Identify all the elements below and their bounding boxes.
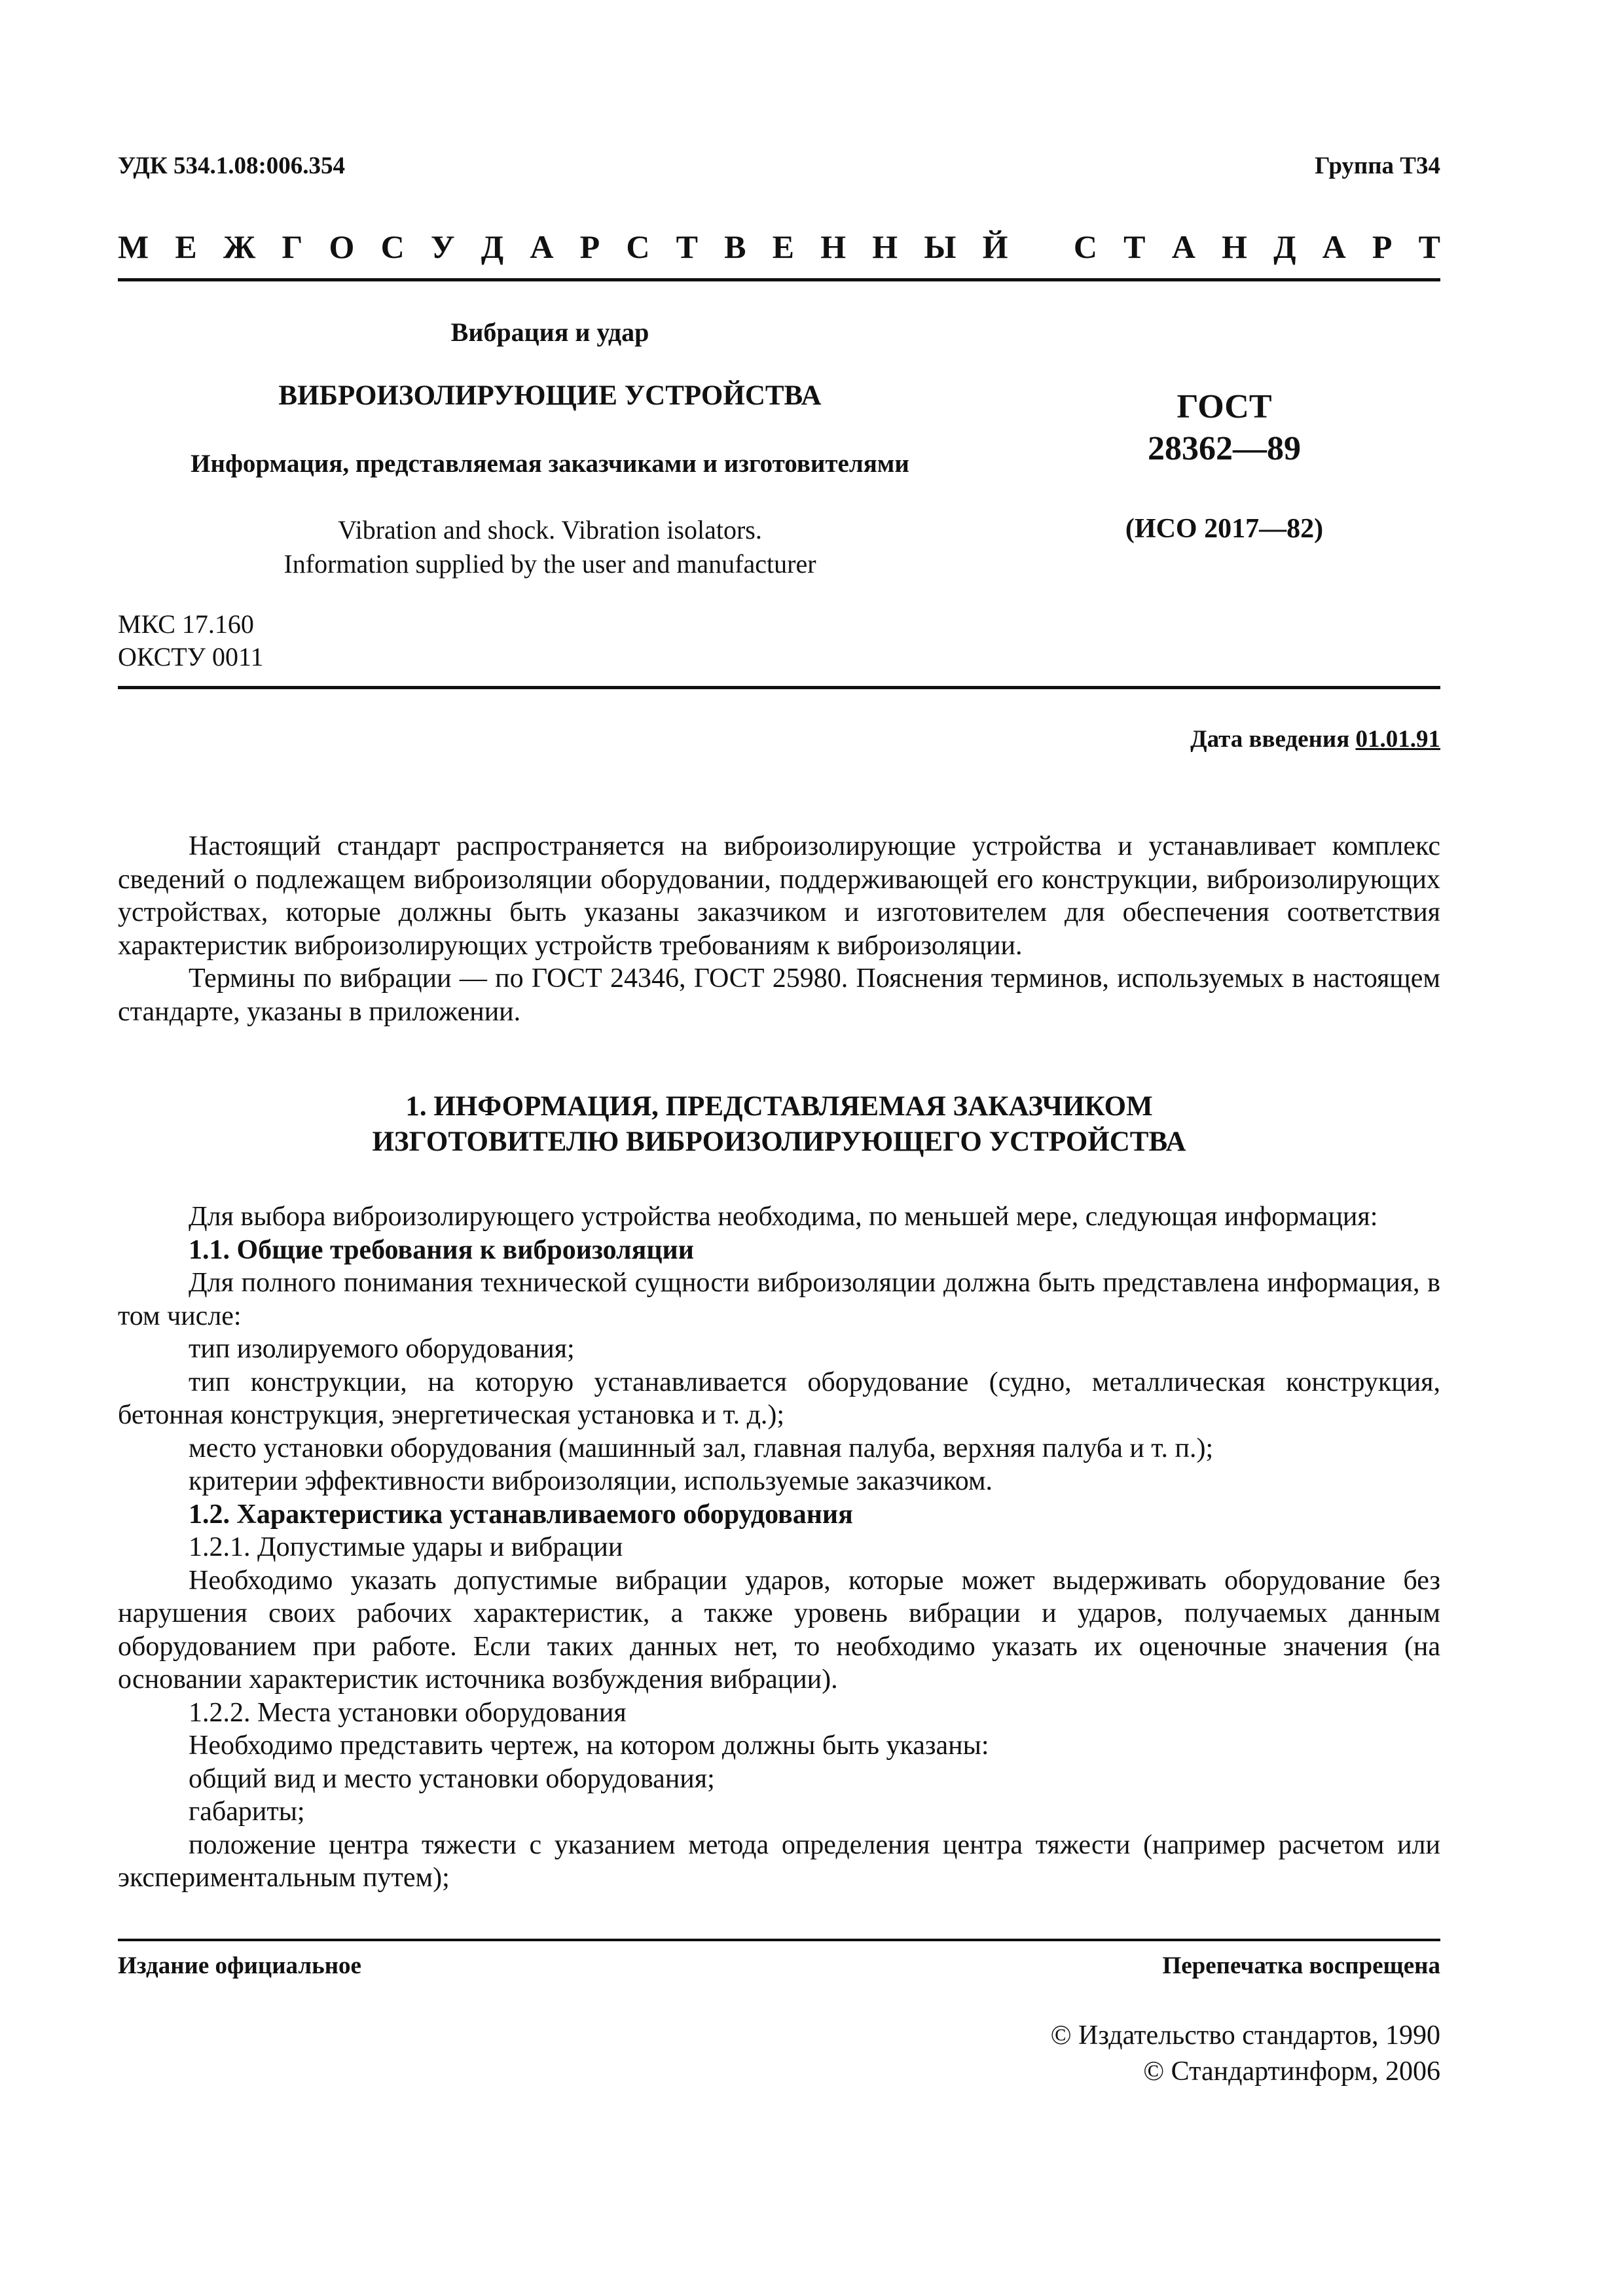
- list-item: тип конструкции, на которую устанавливается оборудование (судно, металлическая конструкция, бетонная конструкция, энергетическая установка и т. д.);: [118, 1367, 1440, 1430]
- standard-type-banner: [118, 228, 1440, 266]
- copyright-1: © Издательство стандартов, 1990: [1050, 2020, 1440, 2051]
- list-item: положение центра тяжести с указанием метода определения центра тяжести (например расчетом или экспериментальным путем);: [118, 1829, 1440, 1893]
- clause-1-2-1-text: Необходимо указать допустимые вибрации ударов, которые может выдерживать оборудование без нарушения своих рабочих характеристик, а также уровень вибрации и ударов, получаемых данным оборудованием при работе. Если таких данных нет, то необходимо указать их оценочные значения (на основании характеристик источника возбуждения вибрации).: [118, 1565, 1440, 1695]
- date-value: 01.01.91: [1355, 726, 1440, 753]
- banner-letter: У: [430, 228, 455, 265]
- banner-letter: Р: [579, 228, 600, 265]
- clause-1-2-heading: 1.2. Характеристика устанавливаемого оборудования: [189, 1499, 853, 1530]
- banner-letter: Й: [982, 228, 1008, 265]
- reprint-note: Перепечатка воспрещена: [1162, 1952, 1440, 1979]
- intro-text: [118, 830, 1440, 1028]
- section-1-heading-line2: ИЗГОТОВИТЕЛЮ ВИБРОИЗОЛИРУЮЩЕГО УСТРОЙСТВА: [372, 1126, 1186, 1157]
- banner-letter: А: [1322, 228, 1346, 265]
- banner-letter: С: [626, 228, 650, 265]
- clause-1-2-2-text: Необходимо представить чертеж, на котором должны быть указаны:: [189, 1731, 989, 1761]
- banner-letter: В: [724, 228, 746, 265]
- header-bottom-rule: [118, 686, 1440, 689]
- section-1-intro: Для выбора виброизолирующего устройства необходима, по меньшей мере, следующая информация:: [189, 1202, 1378, 1232]
- banner-letter: О: [329, 228, 355, 265]
- clause-1-2-1-heading: 1.2.1. Допустимые удары и вибрации: [189, 1532, 623, 1562]
- list-item: габариты;: [189, 1797, 305, 1827]
- gost-number: 28362—89: [1148, 430, 1301, 467]
- banner-letter: Е: [175, 228, 197, 265]
- banner-letter: Т: [676, 228, 698, 265]
- banner-letter: С: [1073, 228, 1097, 265]
- document-page: [118, 0, 1440, 2296]
- clause-1-1-text: Для полного понимания технической сущности виброизоляции должна быть представлена информация, в том числе:: [118, 1268, 1440, 1331]
- list-item: тип изолируемого оборудования;: [189, 1334, 575, 1364]
- introduction-date: [1190, 725, 1440, 753]
- section-1-heading: [118, 1089, 1440, 1160]
- section-1-body: [118, 1200, 1440, 1895]
- group-code: Группа Т34: [1315, 152, 1440, 179]
- document-subtitle: Информация, представляемая заказчиками и изготовителями: [191, 450, 909, 478]
- banner-letter: С: [380, 228, 405, 265]
- okstu-code: ОКСТУ 0011: [118, 642, 264, 672]
- footer-rule: [118, 1939, 1440, 1941]
- edition-note: Издание официальное: [118, 1952, 361, 1979]
- intro-paragraph-2: Термины по вибрации — по ГОСТ 24346, ГОСТ 25980. Пояснения терминов, используемых в настоящем стандарте, указаны в приложении.: [118, 963, 1440, 1027]
- banner-letter: [1034, 228, 1048, 266]
- top-rule: [118, 278, 1440, 281]
- udk-code: УДК 534.1.08:006.354: [118, 152, 346, 179]
- list-item: место установки оборудования (машинный зал, главная палуба, верхняя палуба и т. п.);: [189, 1433, 1214, 1463]
- banner-letter: Н: [820, 228, 847, 265]
- banner-letter: А: [1171, 228, 1195, 265]
- mks-code: МКС 17.160: [118, 609, 254, 639]
- banner-letter: Н: [872, 228, 898, 265]
- section-1-heading-line1: 1. ИНФОРМАЦИЯ, ПРЕДСТАВЛЯЕМАЯ ЗАКАЗЧИКОМ: [405, 1091, 1153, 1122]
- topic: Вибрация и удар: [450, 317, 649, 347]
- date-label: Дата введения: [1190, 726, 1356, 753]
- banner-letter: Т: [1123, 228, 1146, 265]
- banner-letter: Ы: [924, 228, 957, 265]
- clause-1-1-heading: 1.1. Общие требования к виброизоляции: [189, 1234, 694, 1265]
- clause-1-2-2-heading: 1.2.2. Места установки оборудования: [189, 1697, 627, 1728]
- document-title: ВИБРОИЗОЛИРУЮЩИЕ УСТРОЙСТВА: [278, 380, 822, 411]
- gost-label: ГОСТ: [1176, 388, 1272, 425]
- list-item: критерии эффективности виброизоляции, используемые заказчиком.: [189, 1466, 993, 1496]
- banner-letter: М: [118, 228, 149, 265]
- banner-letter: Е: [772, 228, 795, 265]
- list-item: общий вид и место установки оборудования;: [189, 1763, 715, 1794]
- copyright-2: © Стандартинформ, 2006: [1143, 2056, 1440, 2087]
- standard-type-letters: [118, 228, 1440, 266]
- banner-letter: Ж: [223, 228, 256, 265]
- english-title-line2: Information supplied by the user and manufacturer: [283, 549, 816, 579]
- banner-letter: Р: [1372, 228, 1393, 265]
- banner-letter: Д: [481, 228, 504, 265]
- banner-letter: Д: [1273, 228, 1296, 265]
- banner-letter: Т: [1418, 228, 1440, 265]
- english-title-line1: Vibration and shock. Vibration isolators.: [338, 515, 762, 545]
- intro-paragraph-1: Настоящий стандарт распространяется на виброизолирующие устройства и устанавливает комплекс сведений о подлежащем виброизоляции оборудовании, поддерживающей его конструкции, виброизолирующих устройствах, которые должны быть указаны заказчиком и изготовителем для обеспечения соответствия характеристик виброизолирующих устройств требованиям к виброизоляции.: [118, 831, 1440, 961]
- iso-reference: (ИСО 2017—82): [1125, 514, 1324, 544]
- banner-letter: Н: [1221, 228, 1247, 265]
- banner-letter: Г: [282, 228, 303, 265]
- banner-letter: А: [530, 228, 554, 265]
